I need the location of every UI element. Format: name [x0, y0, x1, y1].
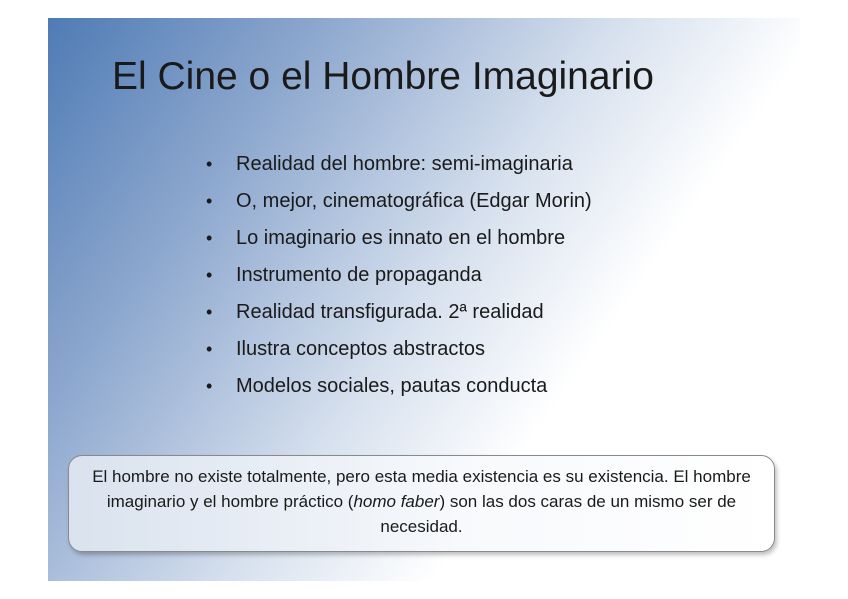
bullet-item	[206, 294, 592, 331]
bullet-dot-icon: •	[206, 376, 213, 396]
bullet-text: Modelos sociales, pautas conducta	[236, 375, 548, 397]
bullet-text: Realidad del hombre: semi-imaginaria	[236, 153, 573, 175]
bullet-dot-icon: •	[206, 154, 213, 174]
bullet-dot-icon: •	[206, 339, 213, 359]
slide-title: El Cine o el Hombre Imaginario	[112, 55, 654, 98]
quote-text-end: ) son las dos caras de un mismo ser de necesidad.	[380, 492, 737, 536]
bullet-text: Ilustra conceptos abstractos	[236, 338, 486, 360]
bullet-dot-icon: •	[206, 228, 213, 248]
bullet-item	[206, 331, 592, 368]
bullet-text: Lo imaginario es innato en el hombre	[236, 227, 566, 249]
bullet-item	[206, 368, 592, 405]
quote-emphasis: homo faber	[353, 492, 440, 511]
slide	[48, 18, 800, 581]
bullet-dot-icon: •	[206, 302, 213, 322]
bullet-list	[206, 146, 592, 405]
quote-text-start: El hombre no existe totalmente, pero esta media existencia es su existencia. El hombre imaginario y el hombre práctico (	[92, 467, 751, 511]
bullet-dot-icon: •	[206, 265, 213, 285]
bullet-dot-icon: •	[206, 191, 213, 211]
quote-box	[68, 455, 775, 552]
bullet-item	[206, 257, 592, 294]
bullet-item	[206, 146, 592, 183]
bullet-item	[206, 183, 592, 220]
bullet-text: O, mejor, cinematográfica (Edgar Morin)	[236, 190, 592, 212]
bullet-text: Instrumento de propaganda	[236, 264, 482, 286]
bullet-item	[206, 220, 592, 257]
bullet-text: Realidad transfigurada. 2ª realidad	[236, 301, 544, 323]
